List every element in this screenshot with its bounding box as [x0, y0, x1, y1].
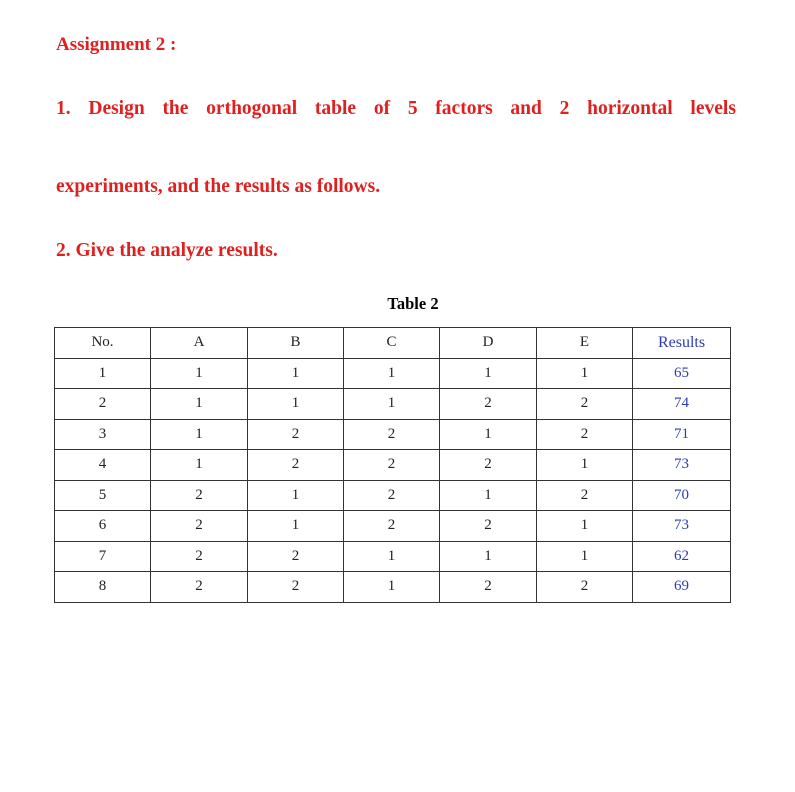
- header-results: Results: [633, 328, 731, 359]
- level-cell: 2: [537, 572, 633, 603]
- level-cell: 2: [344, 419, 440, 450]
- level-cell: 2: [537, 419, 633, 450]
- table-row: [55, 358, 731, 389]
- result-cell: 71: [633, 419, 731, 450]
- header-factor-b: B: [248, 328, 344, 359]
- table-row: [55, 450, 731, 481]
- level-cell: 1: [344, 541, 440, 572]
- word: 2: [559, 98, 570, 119]
- level-cell: 2: [151, 541, 248, 572]
- level-cell: 1: [151, 450, 248, 481]
- level-cell: 2: [248, 572, 344, 603]
- level-cell: 2: [440, 450, 537, 481]
- word: and: [510, 98, 542, 119]
- level-cell: 2: [248, 419, 344, 450]
- result-cell: 74: [633, 389, 731, 420]
- result-cell: 73: [633, 450, 731, 481]
- word: 1.: [56, 98, 71, 119]
- table-row: [55, 389, 731, 420]
- table-row: [55, 419, 731, 450]
- run-number-cell: 3: [55, 419, 151, 450]
- level-cell: 1: [344, 358, 440, 389]
- word: horizontal: [587, 98, 673, 119]
- word: Design: [88, 98, 145, 119]
- level-cell: 2: [440, 389, 537, 420]
- level-cell: 2: [248, 450, 344, 481]
- header-factor-a: A: [151, 328, 248, 359]
- level-cell: 1: [537, 511, 633, 542]
- run-number-cell: 1: [55, 358, 151, 389]
- level-cell: 1: [151, 389, 248, 420]
- word: orthogonal: [206, 98, 298, 119]
- header-factor-e: E: [537, 328, 633, 359]
- run-number-cell: 7: [55, 541, 151, 572]
- level-cell: 1: [440, 541, 537, 572]
- assignment-heading: Assignment 2 :: [56, 34, 177, 55]
- level-cell: 2: [440, 511, 537, 542]
- result-cell: 69: [633, 572, 731, 603]
- word: factors: [435, 98, 493, 119]
- level-cell: 1: [440, 480, 537, 511]
- level-cell: 1: [151, 419, 248, 450]
- level-cell: 1: [344, 389, 440, 420]
- instruction-1-line-2: experiments, and the results as follows.: [56, 176, 381, 197]
- result-cell: 70: [633, 480, 731, 511]
- result-cell: 65: [633, 358, 731, 389]
- level-cell: 2: [440, 572, 537, 603]
- level-cell: 1: [537, 541, 633, 572]
- word: table: [314, 98, 357, 119]
- run-number-cell: 2: [55, 389, 151, 420]
- level-cell: 2: [151, 480, 248, 511]
- word: of: [373, 98, 391, 119]
- level-cell: 1: [248, 480, 344, 511]
- run-number-cell: 5: [55, 480, 151, 511]
- table-row: [55, 480, 731, 511]
- instruction-1-line-1: [56, 98, 736, 120]
- header-factor-c: C: [344, 328, 440, 359]
- level-cell: 1: [344, 572, 440, 603]
- table-header-row: [55, 328, 731, 359]
- level-cell: 2: [151, 572, 248, 603]
- word: levels: [690, 98, 736, 119]
- word: 5: [407, 98, 418, 119]
- instruction-2: 2. Give the analyze results.: [56, 240, 278, 261]
- result-cell: 62: [633, 541, 731, 572]
- run-number-cell: 4: [55, 450, 151, 481]
- run-number-cell: 8: [55, 572, 151, 603]
- level-cell: 1: [248, 389, 344, 420]
- level-cell: 1: [440, 358, 537, 389]
- level-cell: 2: [537, 389, 633, 420]
- level-cell: 1: [537, 358, 633, 389]
- run-number-cell: 6: [55, 511, 151, 542]
- orthogonal-table: [54, 327, 731, 603]
- level-cell: 1: [151, 358, 248, 389]
- table-caption: Table 2: [387, 294, 439, 313]
- table-row: [55, 541, 731, 572]
- word: the: [162, 98, 189, 119]
- header-no: No.: [55, 328, 151, 359]
- table-row: [55, 572, 731, 603]
- table-row: [55, 511, 731, 542]
- level-cell: 2: [344, 450, 440, 481]
- level-cell: 2: [151, 511, 248, 542]
- level-cell: 1: [248, 358, 344, 389]
- result-cell: 73: [633, 511, 731, 542]
- level-cell: 2: [344, 511, 440, 542]
- header-factor-d: D: [440, 328, 537, 359]
- level-cell: 2: [537, 480, 633, 511]
- level-cell: 1: [537, 450, 633, 481]
- level-cell: 1: [440, 419, 537, 450]
- level-cell: 2: [344, 480, 440, 511]
- level-cell: 2: [248, 541, 344, 572]
- level-cell: 1: [248, 511, 344, 542]
